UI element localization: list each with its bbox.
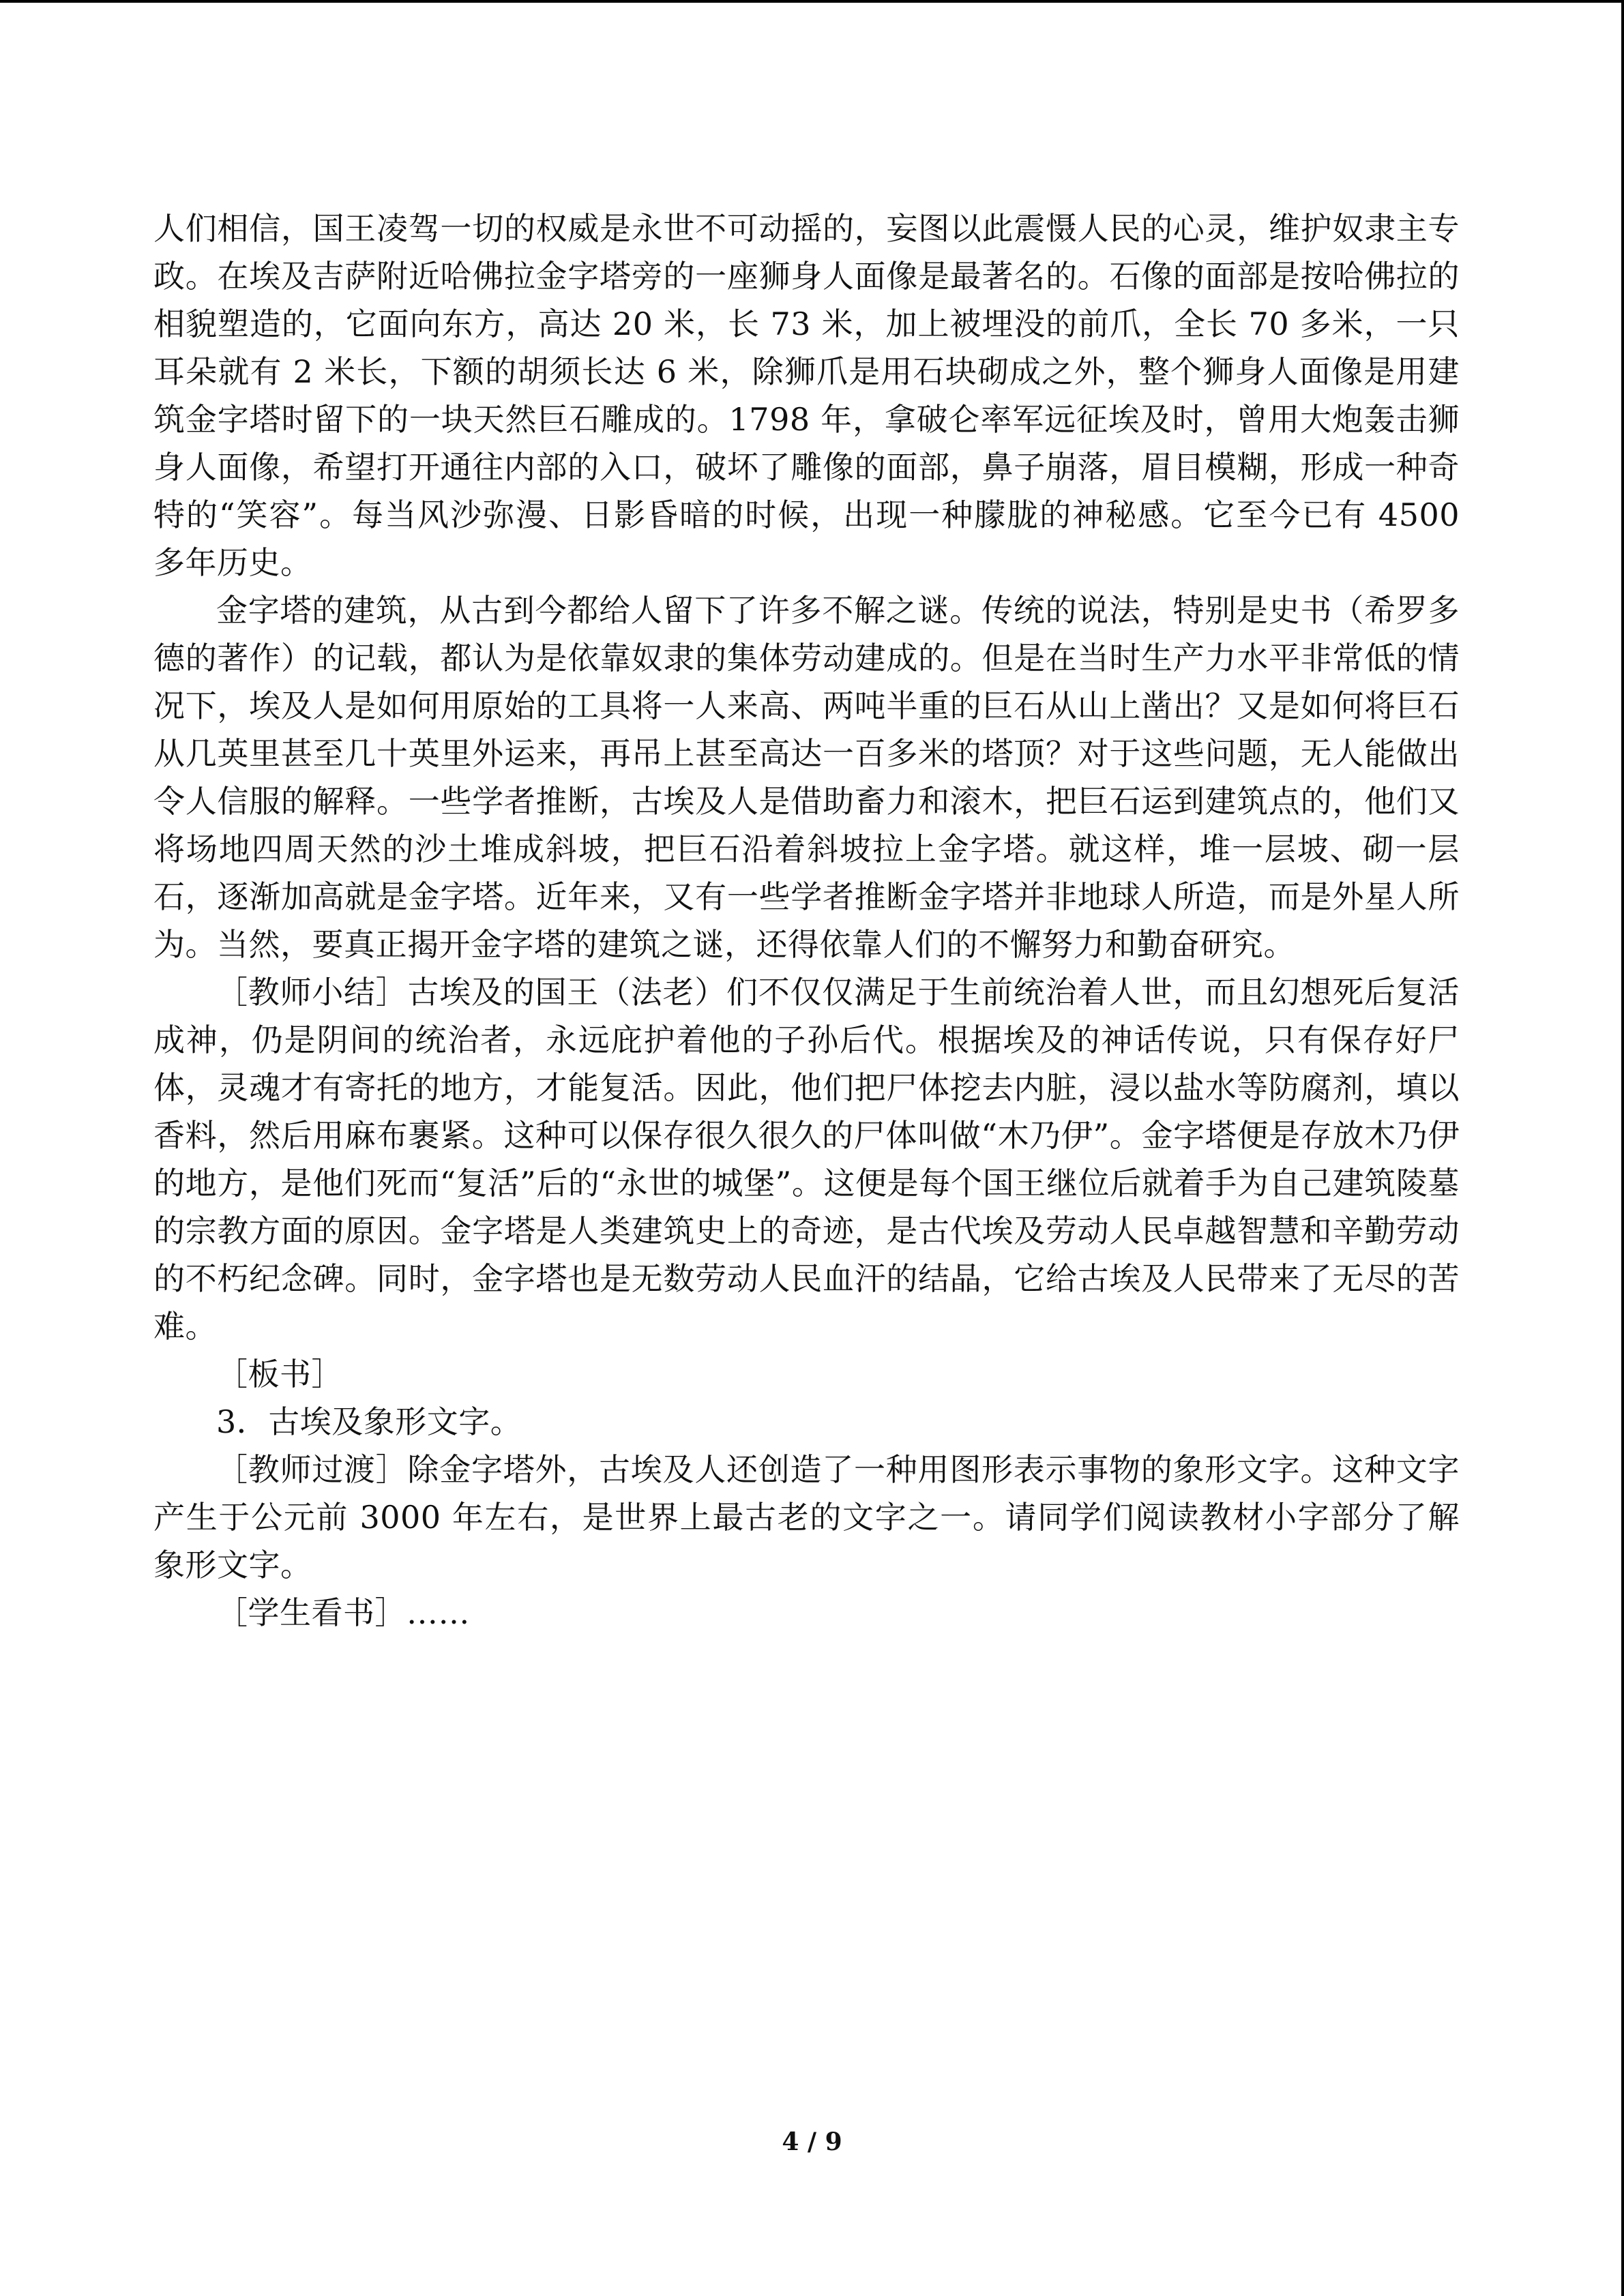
page-number: 4 / 9 bbox=[782, 2128, 842, 2156]
paragraph-teacher-transition: ［教师过渡］除金字塔外，古埃及人还创造了一种用图形表示事物的象形文字。这种文字产生于公元前 3000 年左右，是世界上最古老的文字之一。请同学们阅读教材小字部分了解象形文字。 bbox=[153, 1451, 1460, 1583]
top-border-line bbox=[0, 0, 1624, 3]
paragraph-section-heading: 3．古埃及象形文字。 bbox=[216, 1403, 522, 1440]
paragraph-sphinx: 人们相信，国王凌驾一切的权威是永世不可动摇的，妄图以此震慑人民的心灵，维护奴隶主专政。在埃及吉萨附近哈佛拉金字塔旁的一座狮身人面像是最著名的。石像的面部是按哈佛拉的相貌塑造的，它面向东方，高达 20 米，长 73 米，加上被埋没的前爪，全长 70 多米，一只耳朵就有 2 米长，下额的胡须长达 6 米，除狮爪是用石块砌成之外，整个狮身人面像是用建筑金字塔时留下的一块天然巨石雕成的。1798 年，拿破仑率军远征埃及时，曾用大炮轰击狮身人面像，希望打开通往内部的入口，破坏了雕像的面部，鼻子崩落，眉目模糊，形成一种奇特的“笑容”。每当风沙弥漫、日影昏暗的时候，出现一种朦胧的神秘感。它至今已有 4500 多年历史。 bbox=[153, 210, 1460, 581]
right-border-line bbox=[1621, 0, 1624, 2296]
document-body bbox=[153, 205, 1460, 1637]
paragraph-pyramid-construction: 金字塔的建筑，从古到今都给人留下了许多不解之谜。传统的说法，特别是史书（希罗多德的著作）的记载，都认为是依靠奴隶的集体劳动建成的。但是在当时生产力水平非常低的情况下，埃及人是如何用原始的工具将一人来高、两吨半重的巨石从山上凿出？又是如何将巨石从几英里甚至几十英里外运来，再吊上甚至高达一百多米的塔顶？对于这些问题，无人能做出令人信服的解释。一些学者推断，古埃及人是借助畜力和滚木，把巨石运到建筑点的，他们又将场地四周天然的沙土堆成斜坡，把巨石沿着斜坡拉上金字塔。就这样，堆一层坡、砌一层石，逐渐加高就是金字塔。近年来，又有一些学者推断金字塔并非地球人所造，而是外星人所为。当然，要真正揭开金字塔的建筑之谜，还得依靠人们的不懈努力和勤奋研究。 bbox=[153, 592, 1460, 963]
paragraph-blackboard: ［板书］ bbox=[216, 1356, 343, 1392]
paragraph-teacher-summary: ［教师小结］古埃及的国王（法老）们不仅仅满足于生前统治着人世，而且幻想死后复活成神，仍是阴间的统治者，永远庇护着他的子孙后代。根据埃及的神话传说，只有保存好尸体，灵魂才有寄托的地方，才能复活。因此，他们把尸体挖去内脏，浸以盐水等防腐剂，填以香料，然后用麻布裹紧。这种可以保存很久很久的尸体叫做“木乃伊”。金字塔便是存放木乃伊的地方，是他们死而“复活”后的“永世的城堡”。这便是每个国王继位后就着手为自己建筑陵墓的宗教方面的原因。金字塔是人类建筑史上的奇迹，是古代埃及劳动人民卓越智慧和辛勤劳动的不朽纪念碑。同时，金字塔也是无数劳动人民血汗的结晶，它给古埃及人民带来了无尽的苦难。 bbox=[153, 974, 1460, 1345]
paragraph-student-reading: ［学生看书］…… bbox=[216, 1594, 470, 1631]
